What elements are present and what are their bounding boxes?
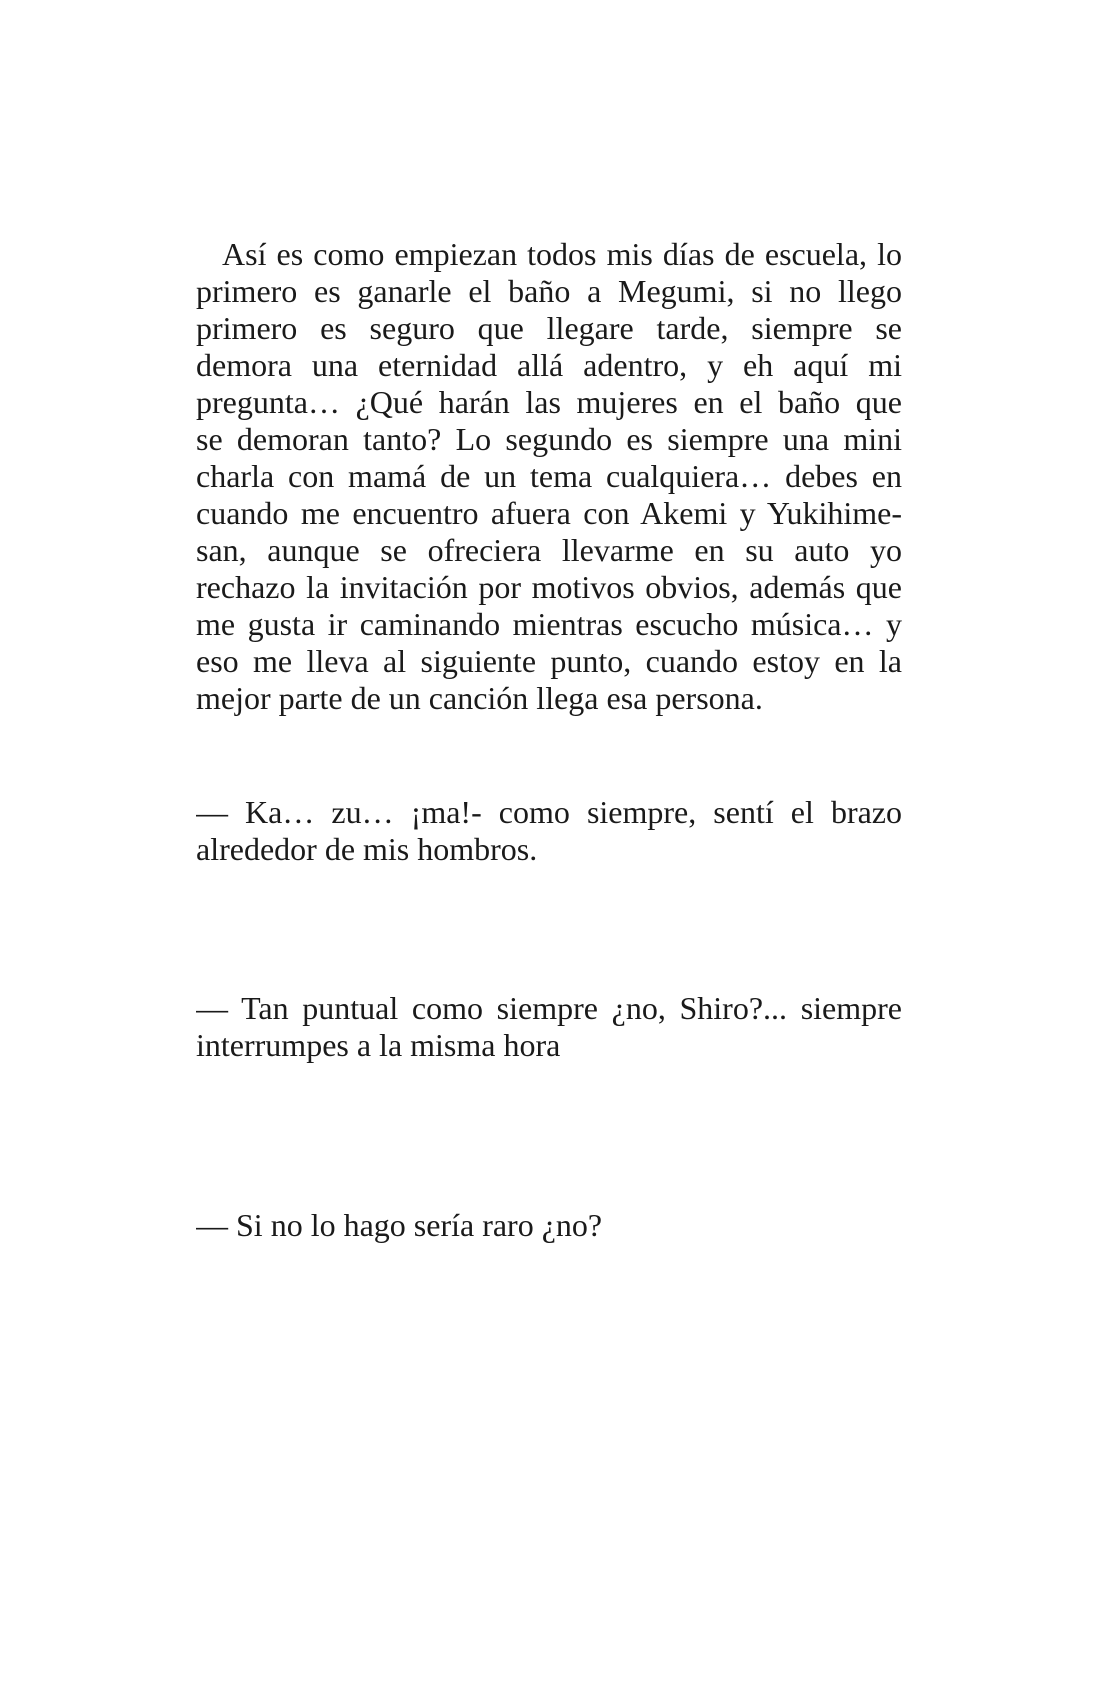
paragraph-dialogue: [196, 990, 902, 1064]
text-line: eso me lleva al siguiente punto, cuando estoy en la: [196, 643, 902, 679]
paragraph-dialogue: [196, 794, 902, 868]
text-line: interrumpes a la misma hora: [196, 1027, 561, 1063]
text-line: Así es como empiezan todos mis días de escuela, lo: [222, 236, 902, 272]
text-line: se demoran tanto? Lo segundo es siempre una mini: [196, 421, 902, 457]
text-line: san, aunque se ofreciera llevarme en su auto yo: [196, 532, 902, 568]
paragraph-dialogue: [196, 1207, 902, 1244]
text-line: alrededor de mis hombros.: [196, 831, 538, 867]
text-line: demora una eternidad allá adentro, y eh aquí mi: [196, 347, 902, 383]
text-line: charla con mamá de un tema cualquiera… debes en: [196, 458, 902, 494]
text-line: cuando me encuentro afuera con Akemi y Yukihime-: [196, 495, 902, 531]
text-line: pregunta… ¿Qué harán las mujeres en el baño que: [196, 384, 902, 420]
text-line: me gusta ir caminando mientras escucho música… y: [196, 606, 902, 642]
text-line: — Tan puntual como siempre ¿no, Shiro?... siempre: [196, 990, 902, 1026]
text-line: — Si no lo hago sería raro ¿no?: [196, 1207, 603, 1243]
text-line: rechazo la invitación por motivos obvios, además que: [196, 569, 902, 605]
text-line: — Ka… zu… ¡ma!- como siempre, sentí el brazo: [196, 794, 902, 830]
paragraph-narration: [196, 236, 902, 717]
text-line: primero es ganarle el baño a Megumi, si no llego: [196, 273, 902, 309]
text-line: mejor parte de un canción llega esa persona.: [196, 680, 763, 716]
text-line: primero es seguro que llegare tarde, siempre se: [196, 310, 902, 346]
